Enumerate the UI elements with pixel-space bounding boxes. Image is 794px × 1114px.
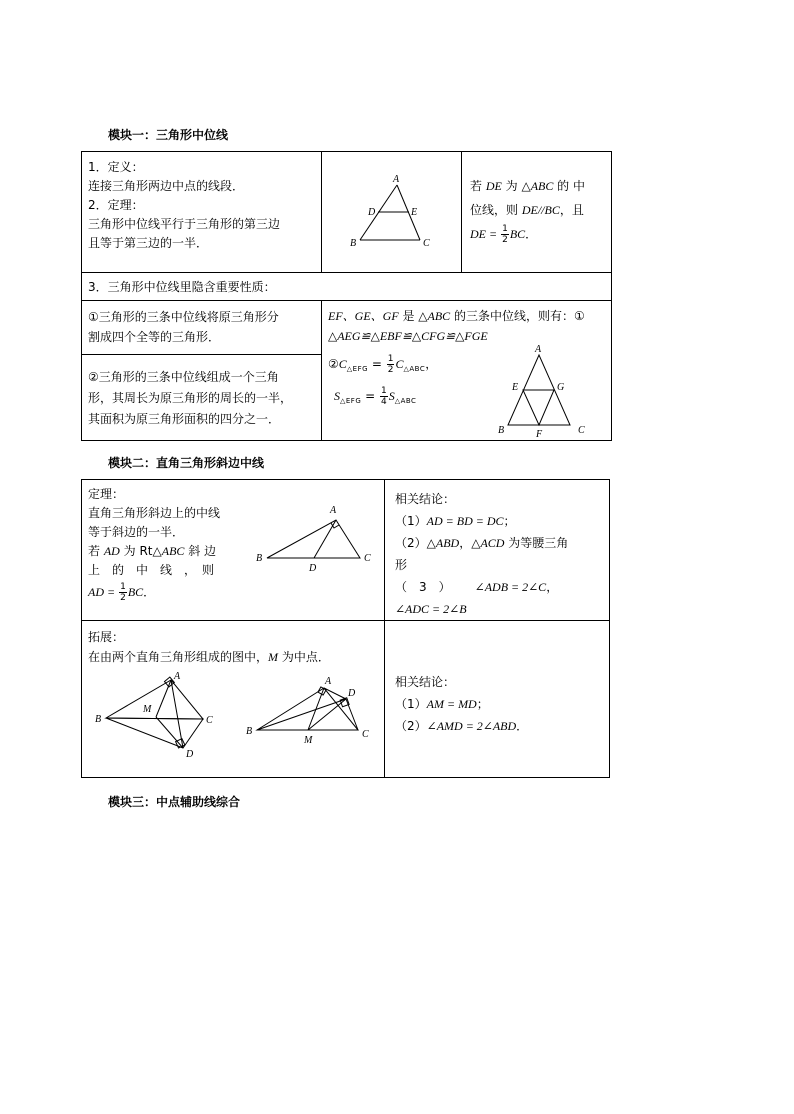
definition-cell: [82, 152, 322, 273]
label-b: B: [95, 714, 102, 725]
label-b: B: [350, 238, 357, 249]
theorem-text-2: 且等于第三边的一半．: [88, 236, 209, 250]
triangle-abc: [257, 688, 358, 730]
midline-conclusion-line-3: DE = $\frac{1}{2}$ BC．: [470, 224, 538, 245]
theorem-text-1: 三角形中位线平行于三角形的第三边: [88, 217, 281, 231]
kite-figure: [92, 669, 232, 774]
extension-conclusion-2: （2）∠AMD = 2∠ABD．: [395, 719, 529, 733]
extension-conclusion-label: 相关结论：: [395, 675, 456, 689]
medial-triangle: [523, 390, 554, 425]
theorem-cell: [82, 480, 385, 621]
medial-triangle-figure: [492, 341, 610, 441]
label-a: A: [330, 505, 337, 516]
conclusion-2-line-2: 形: [395, 558, 408, 572]
extension-conclusion-cell: [385, 621, 610, 778]
property-heading-cell: [82, 273, 612, 301]
theorem-line-1: 直角三角形斜边上的中线: [88, 506, 221, 520]
theorem-conclusion-cell: [385, 480, 610, 621]
extension-conclusion-1: （1）AM = MD；: [395, 697, 489, 711]
label-g: G: [557, 382, 565, 393]
conclusion-3: （ 3 ） ∠ADB = 2∠C，: [395, 580, 559, 594]
label-d: D: [309, 563, 317, 574]
conclusion-1: （1）AD = BD = DC；: [395, 514, 516, 528]
theorem-line-5: AD = $\frac{1}{2}$ BC．: [88, 582, 156, 603]
extension-text: 在由两个直角三角形组成的图中，M 为中点．: [88, 650, 330, 664]
label-c: C: [578, 425, 585, 436]
label-a: A: [393, 174, 400, 185]
property-conclusion-cell: [322, 301, 612, 441]
segment-dc: [346, 699, 358, 730]
midline-figure-cell: [322, 152, 462, 273]
right-triangle-figure: [250, 495, 384, 580]
theorem-label: 定理：: [88, 487, 125, 501]
theorem-label: 2．定理：: [88, 198, 144, 212]
module2-table: [81, 479, 610, 778]
label-d: D: [348, 688, 356, 699]
midline-conclusion-line-2: 位线，则 DE//BC，且: [470, 203, 584, 217]
segment-am: [156, 680, 171, 717]
label-d: D: [368, 207, 376, 218]
triangle-dbc: [106, 718, 203, 748]
theorem-line-3: 若 AD 为 Rt△ABC 斜 边: [88, 544, 217, 558]
conclusion-label: 相关结论：: [395, 492, 456, 506]
theorem-line-2: 等于斜边的一半．: [88, 525, 185, 539]
label-e: E: [411, 207, 418, 218]
segment-md: [156, 717, 183, 748]
module2-title: 模块二：直角三角形斜边中线: [108, 456, 265, 470]
theorem-line-4: 上 的 中 线 ， 则: [88, 563, 215, 577]
segment-bd: [257, 699, 346, 730]
segment-ad: [171, 680, 183, 748]
property-conclusion-line-2: △AEG≌△EBF≌△CFG≌△FGE: [328, 329, 488, 343]
segment-ad: [324, 688, 346, 699]
conclusion-3-line-2: ∠ADC = 2∠B: [395, 602, 467, 616]
midline-conclusion-cell: [462, 152, 612, 273]
property-1-line-2: 割成四个全等的三角形．: [88, 330, 221, 344]
perimeter-formula: $②C_{\triangle EFG}$ = $\frac{1}{2}$ $C_{\triangle ABC}$，: [328, 354, 438, 375]
module1-title: 模块一：三角形中位线: [108, 128, 229, 142]
label-e: E: [512, 382, 519, 393]
triangle-abc: [267, 520, 360, 558]
label-f: F: [536, 429, 543, 440]
definition-text: 连接三角形两边中点的线段．: [88, 179, 245, 193]
label-c: C: [362, 729, 369, 740]
property-heading: 3．三角形中位线里隐含重要性质：: [88, 280, 276, 294]
midline-triangle-figure: [322, 152, 461, 269]
definition-label: 1．定义：: [88, 160, 144, 174]
label-a: A: [325, 676, 332, 687]
label-b: B: [256, 553, 263, 564]
triangle-abc: [106, 680, 203, 719]
extension-cell: [82, 621, 385, 778]
label-a: A: [535, 344, 542, 355]
property-2-line-2: 形，其周长为原三角形的周长的一半，: [88, 391, 293, 405]
extension-label: 拓展：: [88, 630, 125, 644]
overlapping-triangles-figure: [240, 669, 384, 774]
label-m: M: [143, 704, 152, 715]
area-formula: $S_{\triangle EFG}$ = $\frac{1}{4}$ $S_{\triangle ABC}$: [334, 386, 417, 407]
module1-table: [81, 151, 612, 441]
property-2-cell: [82, 355, 322, 441]
conclusion-2: （2）△ABD，△ACD 为等腰三角: [395, 536, 569, 550]
label-c: C: [423, 238, 430, 249]
property-1-cell: [82, 301, 322, 355]
label-b: B: [498, 425, 505, 436]
label-b: B: [246, 726, 253, 737]
label-m: M: [304, 735, 313, 746]
label-c: C: [206, 715, 213, 726]
property-conclusion-line-1: EF、GE、GF 是 △ABC 的三条中位线，则有：①: [328, 309, 585, 323]
property-1-line-1: ①三角形的三条中位线将原三角形分: [88, 310, 279, 324]
label-c: C: [364, 553, 371, 564]
property-2-line-1: ②三角形的三条中位线组成一个三角: [88, 370, 279, 384]
property-2-line-3: 其面积为原三角形面积的四分之一．: [88, 412, 281, 426]
module3-title: 模块三：中点辅助线综合: [108, 795, 241, 809]
midline-conclusion-line-1: 若 DE 为 △ABC 的 中: [470, 179, 585, 193]
label-a: A: [174, 671, 181, 682]
label-d: D: [186, 749, 194, 760]
